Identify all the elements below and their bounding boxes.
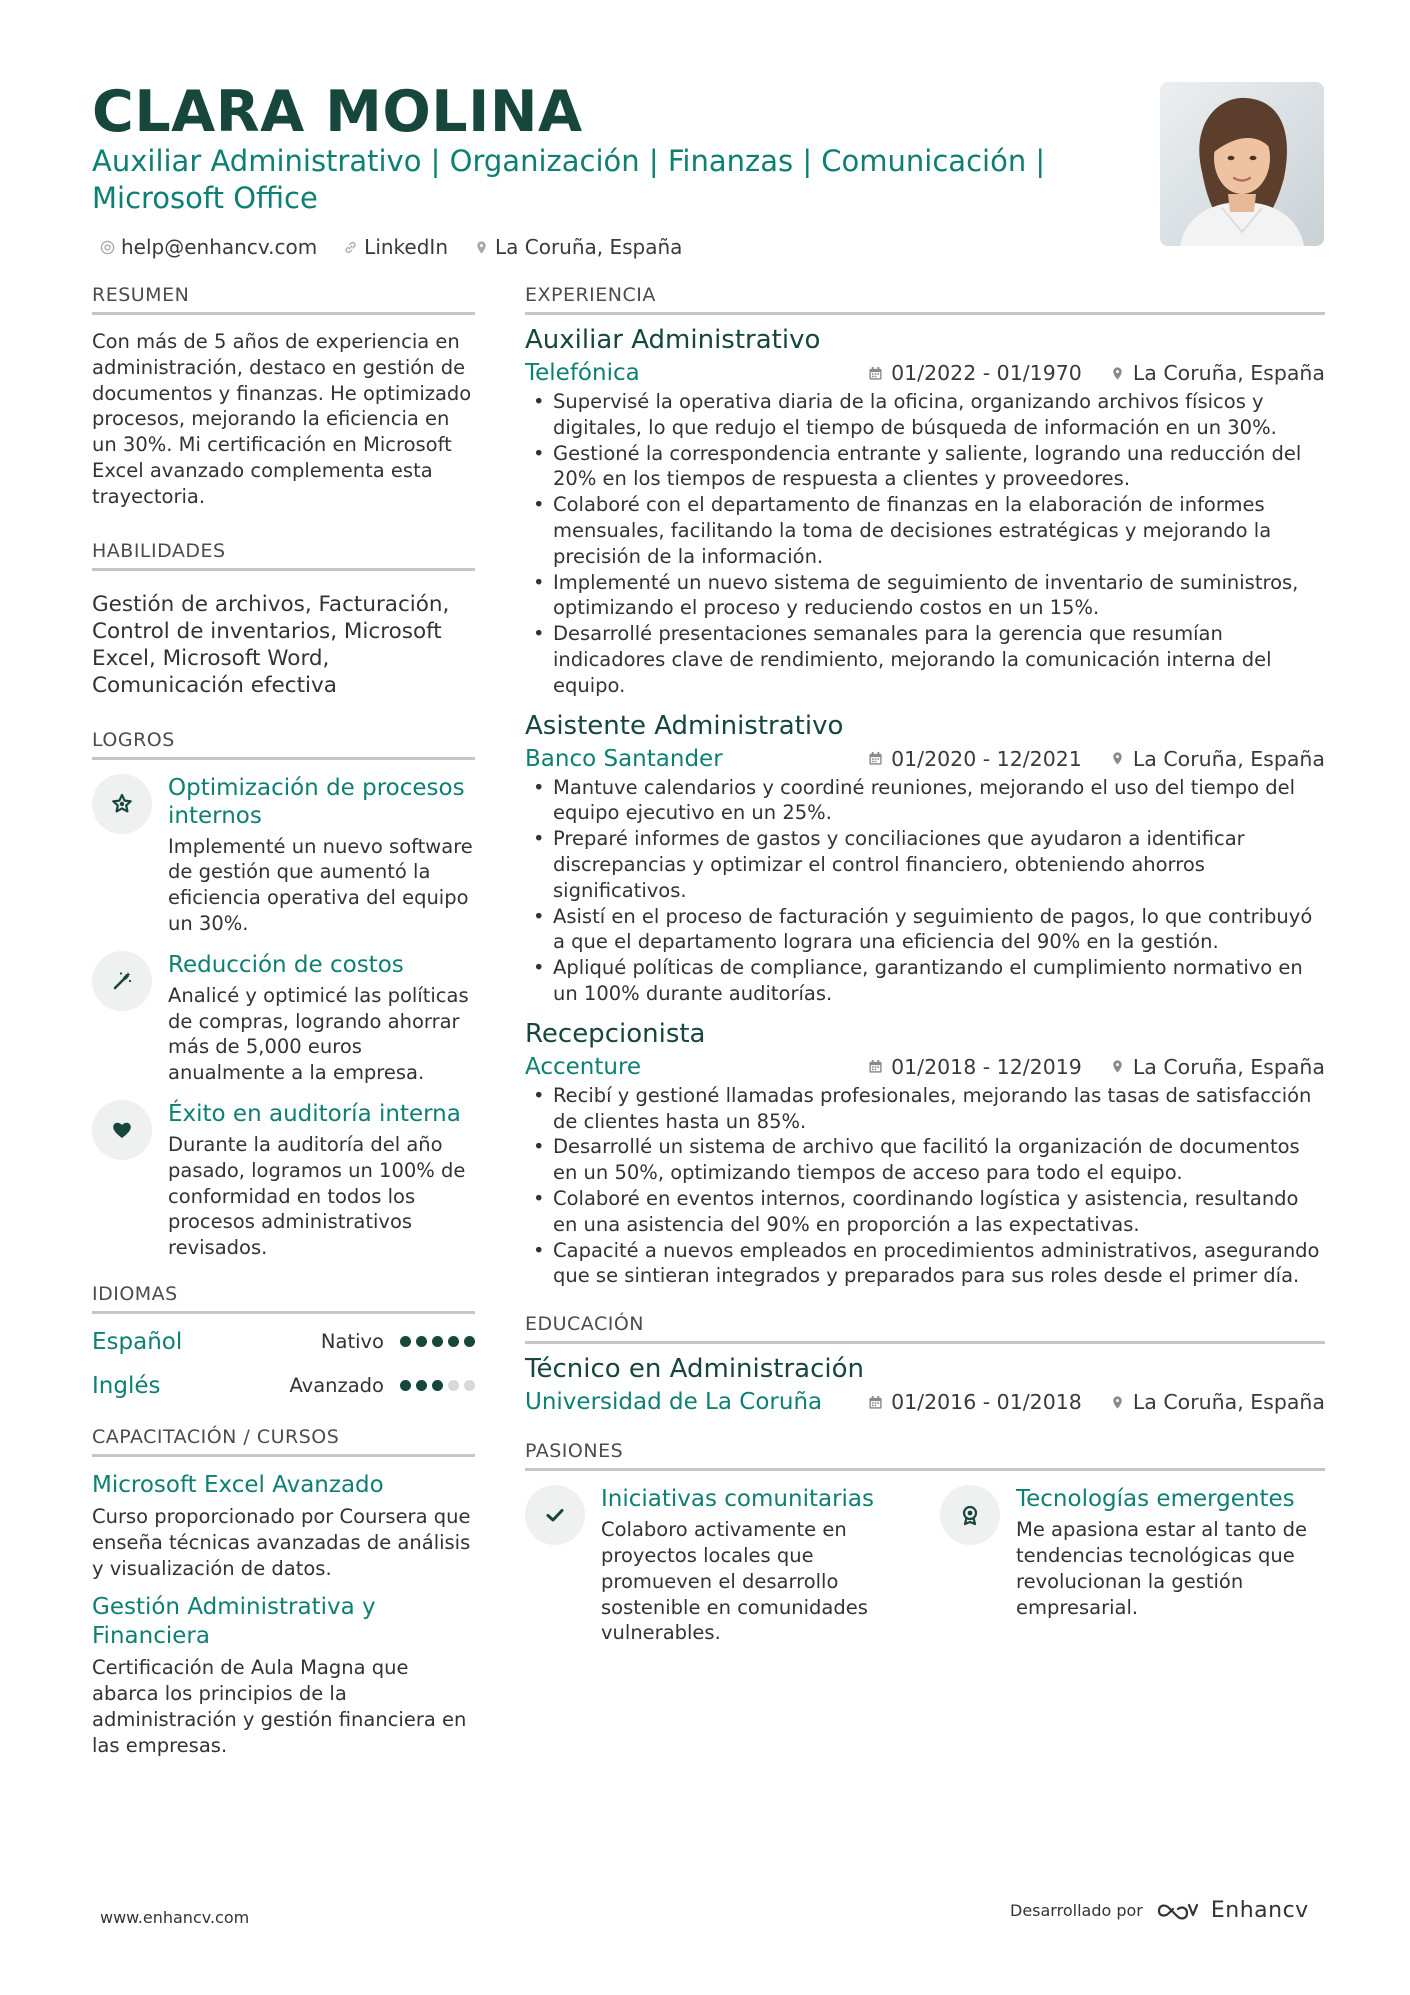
course-desc: Certificación de Aula Magna que abarca los principios de la administración y gestión financiera en las empresas.: [92, 1656, 467, 1757]
passions-section: [525, 1438, 1325, 1646]
calendar-icon: [868, 1059, 883, 1074]
job-dates: [868, 361, 1082, 385]
proficiency-dot: [432, 1336, 443, 1347]
language-proficiency-dots: [400, 1336, 475, 1347]
calendar-icon: [868, 1395, 883, 1410]
achievement-icon-wrap: [92, 1100, 152, 1160]
location-icon: [1110, 366, 1125, 381]
section-title-idiomas: IDIOMAS: [92, 1281, 475, 1314]
left-column: [92, 282, 475, 1759]
footer-website[interactable]: www.enhancv.com: [100, 1908, 250, 1927]
skills-section: [92, 538, 475, 699]
job-bullet: • Recibí y gestioné llamadas profesionales, mejorando las tasas de satisfacción de clientes hasta un 85%.: [525, 1083, 1325, 1135]
profile-photo: [1160, 82, 1324, 246]
achievement-title: Éxito en auditoría interna: [168, 1100, 461, 1127]
proficiency-dot: [400, 1336, 411, 1347]
achievement-desc: Implementé un nuevo software de gestión que aumentó la eficiencia operativa del equipo un 30%.: [168, 834, 473, 935]
language-level: Avanzado: [289, 1374, 384, 1398]
job-location-text: La Coruña, España: [1132, 361, 1325, 385]
proficiency-dot: [400, 1380, 411, 1391]
proficiency-dot: [448, 1380, 459, 1391]
job-dates: [868, 747, 1082, 771]
passions-list: [525, 1485, 1325, 1646]
candidate-headline: Auxiliar Administrativo | Organización | Finanzas | Comunicación | Microsoft Office: [92, 144, 1046, 215]
job-title: Recepcionista: [525, 1018, 706, 1049]
location-icon: [474, 240, 489, 255]
job-location-text: La Coruña, España: [1132, 746, 1325, 771]
magic-wand-icon: [110, 969, 134, 993]
at-icon: [100, 240, 115, 255]
job-location: [1110, 747, 1325, 771]
achievement-title: Reducción de costos: [168, 951, 404, 978]
location-icon: [1110, 751, 1125, 766]
job-entry: [525, 323, 1325, 699]
contact-email-text: help@enhancv.com: [121, 235, 318, 259]
job-company: Accenture: [525, 1053, 642, 1080]
achievement-desc: Durante la auditoría del año pasado, logramos un 100% de conformidad en todos los procesos administrativos revisados.: [168, 1132, 466, 1260]
achievement-item: [92, 951, 475, 1086]
passion-title: Tecnologías emergentes: [1016, 1486, 1295, 1513]
location-icon: [1110, 1395, 1125, 1410]
achievement-icon-wrap: [92, 951, 152, 1011]
courses-section: [92, 1424, 475, 1759]
section-title-experiencia: EXPERIENCIA: [525, 282, 1325, 315]
candidate-name: CLARA MOLINA: [92, 79, 583, 145]
summary-text: Con más de 5 años de experiencia en administración, destaco en gestión de documentos y finanzas. He optimizado procesos, mejorando la eficiencia en un 30%. Mi certificación en Microsoft Excel avanzado complementa esta trayectoria.: [92, 330, 472, 508]
footer-branding: [1010, 1898, 1309, 1923]
language-name: Español: [92, 1328, 183, 1355]
contact-linkedin-text: LinkedIn: [364, 235, 448, 259]
language-name: Inglés: [92, 1372, 161, 1399]
job-bullet: • Asistí en el proceso de facturación y seguimiento de pagos, lo que contribuyó a que el departamento lograra una eficiencia del 90% en la gestión.: [525, 904, 1325, 956]
contact-email[interactable]: [100, 235, 317, 259]
section-title-resumen: RESUMEN: [92, 282, 475, 315]
star-icon: [110, 792, 134, 816]
job-bullet: • Implementé un nuevo sistema de seguimiento de inventario de suministros, optimizando el proceso y reduciendo costos en un 15%.: [525, 570, 1325, 622]
achievement-item: [92, 774, 475, 937]
check-icon: [543, 1503, 567, 1527]
achievement-title: Optimización de procesos internos: [168, 774, 465, 829]
section-title-pasiones: PASIONES: [525, 1438, 1325, 1471]
contact-list: [100, 235, 682, 259]
language-row: [92, 1364, 475, 1408]
experience-section: [525, 282, 1325, 1289]
proficiency-dot: [464, 1336, 475, 1347]
section-title-educacion: EDUCACIÓN: [525, 1311, 1325, 1344]
achievements-section: [92, 727, 475, 1261]
job-title: Auxiliar Administrativo: [525, 325, 821, 355]
education-dates: [868, 1390, 1082, 1414]
education-school: Universidad de La Coruña: [525, 1389, 823, 1416]
job-meta: [525, 743, 1325, 775]
job-title: Asistente Administrativo: [525, 710, 844, 741]
proficiency-dot: [416, 1380, 427, 1391]
section-title-cursos: CAPACITACIÓN / CURSOS: [92, 1424, 475, 1457]
passion-desc: Colaboro activamente en proyectos locales que promueven el desarrollo sostenible en comunidades vulnerables.: [601, 1518, 868, 1645]
job-bullet: • Mantuve calendarios y coordiné reuniones, mejorando el uso del tiempo del equipo ejecutivo en un 25%.: [525, 775, 1325, 827]
job-dates-text: 01/2022 - 01/1970: [891, 361, 1082, 385]
job-bullets: [525, 775, 1325, 1007]
heart-icon: [110, 1118, 134, 1142]
course-title: Gestión Administrativa y Financiera: [92, 1594, 376, 1650]
education-meta: [525, 1386, 1325, 1418]
education-section: [525, 1311, 1325, 1418]
course-item: [92, 1593, 475, 1758]
education-location-text: La Coruña, España: [1132, 1390, 1325, 1415]
achievement-icon-wrap: [92, 774, 152, 834]
location-icon: [1110, 1059, 1125, 1074]
job-bullets: [525, 389, 1325, 699]
languages-section: [92, 1281, 475, 1408]
job-bullet: • Supervisé la operativa diaria de la oficina, organizando archivos físicos y digitales, lo que redujo el tiempo de búsqueda de información en un 30%.: [525, 389, 1325, 441]
job-bullet: • Desarrollé un sistema de archivo que facilitó la organización de documentos en un 50%, optimizando tiempos de acceso para todo el equipo.: [525, 1134, 1325, 1186]
award-icon: [958, 1503, 982, 1527]
proficiency-dot: [432, 1380, 443, 1391]
job-location: [1110, 361, 1325, 385]
contact-linkedin[interactable]: [343, 235, 448, 259]
job-bullet: • Desarrollé presentaciones semanales para la gerencia que resumían indicadores clave de rendimiento, mejorando la comunicación interna del equipo.: [525, 621, 1325, 698]
enhancv-logo-icon: [1155, 1899, 1199, 1923]
language-level: Nativo: [320, 1330, 384, 1354]
course-desc: Curso proporcionado por Coursera que enseña técnicas avanzadas de análisis y visualización de datos.: [92, 1504, 471, 1580]
job-company: Banco Santander: [525, 745, 723, 772]
job-entry: [525, 709, 1325, 1007]
job-bullet: • Preparé informes de gastos y conciliaciones que ayudaron a identificar discrepancias y optimizar el control financiero, obteniendo ahorros significativos.: [525, 826, 1325, 903]
job-location-text: La Coruña, España: [1132, 1054, 1325, 1079]
job-entry: [525, 1017, 1325, 1289]
contact-location-text: La Coruña, España: [495, 235, 683, 259]
job-bullet: • Apliqué políticas de compliance, garantizando el cumplimiento normativo en un 100% durante auditorías.: [525, 955, 1325, 1007]
proficiency-dot: [464, 1380, 475, 1391]
education-dates-text: 01/2016 - 01/2018: [891, 1390, 1082, 1415]
passion-title: Iniciativas comunitarias: [601, 1486, 874, 1513]
education-degree: Técnico en Administración: [525, 1354, 865, 1385]
job-dates: [868, 1055, 1082, 1079]
footer-brand-name[interactable]: Enhancv: [1210, 1898, 1309, 1923]
job-dates-text: 01/2020 - 12/2021: [891, 746, 1082, 771]
right-column: [525, 282, 1325, 1646]
proficiency-dot: [416, 1336, 427, 1347]
calendar-icon: [868, 366, 883, 381]
job-location: [1110, 1055, 1325, 1079]
job-bullets: [525, 1083, 1325, 1289]
language-proficiency-dots: [400, 1380, 475, 1391]
section-title-logros: LOGROS: [92, 727, 475, 760]
summary-section: [92, 282, 475, 510]
achievement-desc: Analicé y optimicé las políticas de compras, logrando ahorrar más de 5,000 euros anualmente a la empresa.: [168, 983, 469, 1085]
footer-powered-by: Desarrollado por: [1010, 1901, 1143, 1920]
job-bullet: • Gestioné la correspondencia entrante y saliente, logrando una reducción del 20% en los tiempos de respuesta a clientes y proveedores.: [525, 441, 1325, 493]
job-bullet: • Colaboré con el departamento de finanzas en la elaboración de informes mensuales, facilitando la toma de decisiones estratégicas y mejorando la precisión de la información.: [525, 492, 1325, 569]
course-item: [92, 1471, 475, 1581]
skills-text: Gestión de archivos, Facturación, Control de inventarios, Microsoft Excel, Microsoft Word, Comunicación efectiva: [92, 591, 450, 698]
job-bullet: • Colaboré en eventos internos, coordinando logística y asistencia, resultando en una asistencia del 90% en proporción a las expectativas.: [525, 1186, 1325, 1238]
job-dates-text: 01/2018 - 12/2019: [891, 1054, 1082, 1079]
job-bullet: • Capacité a nuevos empleados en procedimientos administrativos, asegurando que se sintieran integrados y preparados para sus roles desde el primer día.: [525, 1238, 1325, 1290]
education-location: [1110, 1390, 1325, 1414]
proficiency-dot: [448, 1336, 459, 1347]
language-row: [92, 1320, 475, 1364]
job-meta: [525, 1051, 1325, 1083]
section-title-habilidades: HABILIDADES: [92, 538, 475, 571]
contact-location: [474, 235, 682, 259]
passion-desc: Me apasiona estar al tanto de tendencias tecnológicas que revolucionan la gestión empresarial.: [1016, 1518, 1307, 1619]
job-meta: [525, 357, 1325, 389]
passion-item: [940, 1485, 1325, 1646]
course-title: Microsoft Excel Avanzado: [92, 1471, 384, 1498]
link-icon: [343, 240, 358, 255]
passion-item: [525, 1485, 910, 1646]
job-company: Telefónica: [525, 360, 640, 386]
passion-icon-wrap: [525, 1485, 585, 1545]
calendar-icon: [868, 751, 883, 766]
achievement-item: [92, 1100, 475, 1261]
passion-icon-wrap: [940, 1485, 1000, 1545]
